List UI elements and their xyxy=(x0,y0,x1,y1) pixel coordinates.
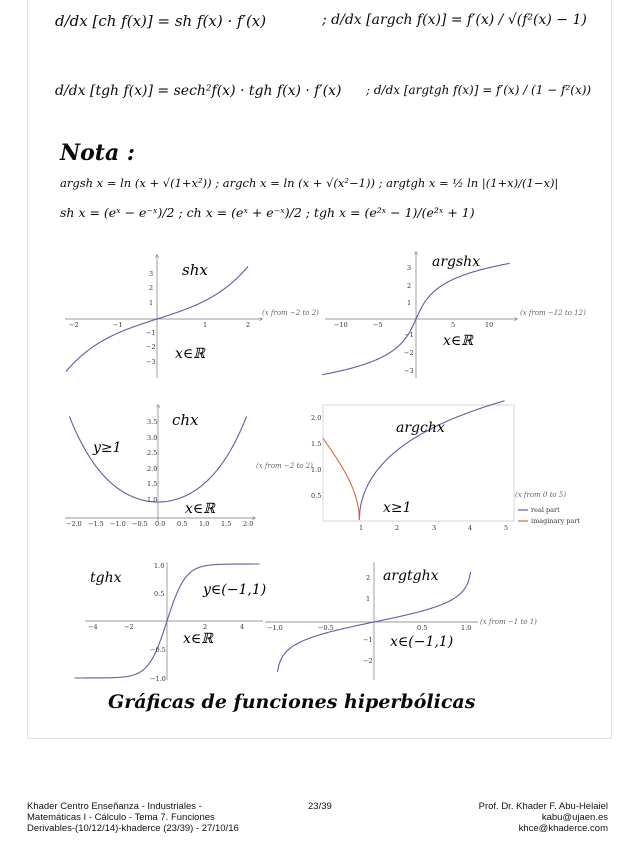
argch-ytick: 0.5 xyxy=(311,492,322,500)
argch-ytick: 1.5 xyxy=(311,440,322,448)
argsh-ytick: 2 xyxy=(407,282,412,290)
ch-xtick: −1.5 xyxy=(88,520,104,528)
footer-right-line3: khce@khaderce.com xyxy=(518,823,608,834)
argsh-ytick: −2 xyxy=(404,349,414,357)
footer-left-line1: Khader Centro Enseñanza - Industriales - xyxy=(27,801,202,812)
ch-xtick: 1.5 xyxy=(221,520,232,528)
ch-xtick: 0.0 xyxy=(155,520,166,528)
argsh-ytick: 1 xyxy=(407,299,412,307)
footer-left-line3: Derivables-(10/12/14)-khaderce (23/39) - 27/10/16 xyxy=(27,823,239,834)
sh-xtick: 2 xyxy=(246,321,251,329)
nota-title: Nota : xyxy=(60,140,135,166)
formula-row1-right: ; d/dx [argch f(x)] = f′(x) / √(f²(x) − 1) xyxy=(322,12,587,28)
ch-xtick: 2.0 xyxy=(243,520,254,528)
sh-domain: x∈ℝ xyxy=(175,346,205,362)
tgh-ytick: 1.0 xyxy=(154,562,165,570)
footer-right xyxy=(479,801,608,834)
sh-xtick: 1 xyxy=(203,321,208,329)
sh-xtick: −1 xyxy=(113,321,123,329)
argtgh-ytick: 2 xyxy=(366,574,371,582)
footer-right-line2: kabu@ujaen.es xyxy=(541,812,608,823)
sh-ytick: 3 xyxy=(149,270,154,278)
tgh-xtick: 4 xyxy=(240,623,245,631)
footer-center: 23/39 xyxy=(308,801,332,812)
argch-xtick: 5 xyxy=(504,524,509,532)
caption: Gráficas de funciones hiperbólicas xyxy=(108,691,476,713)
argtgh-xtick: −1.0 xyxy=(267,624,283,632)
tgh-ytick: −0.5 xyxy=(150,646,166,654)
ch-ytick: 3.5 xyxy=(147,418,158,426)
argtgh-ytick: −1 xyxy=(363,636,373,644)
argch-xtick: 3 xyxy=(432,524,437,532)
ch-ytick: 1.5 xyxy=(147,480,158,488)
ch-ytick: 3.0 xyxy=(147,434,158,442)
argtgh-ytick: 1 xyxy=(366,595,371,603)
sh-ytick: 2 xyxy=(149,284,154,292)
ch-label: chx xyxy=(172,411,199,429)
ch-ytick: 1.0 xyxy=(147,496,158,504)
argtgh-label: argtghx xyxy=(383,568,439,584)
footer-left-line2: Matemáticas I - Cálculo - Tema 7. Funciones xyxy=(27,812,215,823)
argch-ytick: 2.0 xyxy=(311,414,322,422)
argch-xtick: 1 xyxy=(359,524,364,532)
argch-xtick: 2 xyxy=(395,524,400,532)
argch-real-curve xyxy=(359,401,504,520)
argsh-ytick: 3 xyxy=(407,264,412,272)
argch-legend-real: real part xyxy=(531,506,560,514)
tgh-xtick: −2 xyxy=(124,623,134,631)
argsh-ytick: −1 xyxy=(404,331,414,339)
footer-left xyxy=(27,801,239,834)
argtgh-xtick: −0.5 xyxy=(318,624,334,632)
argtgh-xtick: 0.5 xyxy=(417,624,428,632)
argsh-ytick: −3 xyxy=(404,367,414,375)
argsh-xtick: 10 xyxy=(485,321,494,329)
argtgh-range-note: (x from −1 to 1) xyxy=(480,618,537,626)
ch-xtick: −1.0 xyxy=(110,520,126,528)
argsh-label: argshx xyxy=(432,254,481,270)
tgh-ytick: 0.5 xyxy=(154,590,165,598)
argsh-range-note: (x from −12 to 12) xyxy=(520,309,586,317)
argsh-xtick: −10 xyxy=(334,321,348,329)
plot-argch xyxy=(311,401,580,532)
tgh-ytick: −1.0 xyxy=(150,675,166,683)
ch-domain: x∈ℝ xyxy=(185,501,215,517)
argtgh-domain: x∈(−1,1) xyxy=(390,634,454,650)
nota-line2: sh x = (eˣ − e⁻ˣ)/2 ; ch x = (eˣ + e⁻ˣ)/2 ; tgh x = (e²ˣ − 1)/(e²ˣ + 1) xyxy=(60,205,475,220)
ch-xtick: −0.5 xyxy=(132,520,148,528)
formula-row1-left: d/dx [ch f(x)] = sh f(x) · f′(x) xyxy=(55,12,267,30)
ch-range-note: (x from −2 to 2) xyxy=(256,462,313,470)
ch-ytick: 2.0 xyxy=(147,465,158,473)
ch-cond: y≥1 xyxy=(93,440,122,456)
argsh-xtick: −5 xyxy=(373,321,383,329)
tgh-xtick: −4 xyxy=(88,623,98,631)
argch-xtick: 4 xyxy=(468,524,473,532)
argch-legend-imag: imaginary part xyxy=(531,517,581,525)
argch-range-note: (x from 0 to 5) xyxy=(515,491,567,499)
argsh-domain: x∈ℝ xyxy=(443,333,473,349)
ch-xtick: 0.5 xyxy=(177,520,188,528)
ch-xtick: 1.0 xyxy=(199,520,210,528)
argch-label: argchx xyxy=(396,420,445,436)
plot-sh xyxy=(65,255,319,378)
plot-tgh xyxy=(75,562,267,683)
tgh-cond: y∈(−1,1) xyxy=(203,582,267,598)
nota-line1: argsh x = ln (x + √(1+x²)) ; argch x = ln (x + √(x²−1)) ; argtgh x = ½ ln |(1+x)/(1−x)| xyxy=(60,176,559,190)
sh-label: shx xyxy=(182,261,208,279)
argch-imag-curve xyxy=(323,438,359,520)
tgh-domain: x∈ℝ xyxy=(183,631,213,647)
argtgh-ytick: −2 xyxy=(363,657,373,665)
plot-ch xyxy=(65,405,313,528)
ch-ytick: 2.5 xyxy=(147,449,158,457)
sh-ytick: −2 xyxy=(146,343,156,351)
ch-xtick: −2.0 xyxy=(66,520,82,528)
plot-argtgh xyxy=(265,562,537,680)
argtgh-xtick: 1.0 xyxy=(461,624,472,632)
sh-range-note: (x from −2 to 2) xyxy=(262,309,319,317)
footer-right-line1: Prof. Dr. Khader F. Abu-Helaiel xyxy=(478,801,608,812)
footer-page-number xyxy=(308,801,332,812)
sh-ytick: −3 xyxy=(146,358,156,366)
formula-row2-left: d/dx [tgh f(x)] = sech²f(x) · tgh f(x) · f′(x) xyxy=(55,83,342,99)
plot-argsh xyxy=(322,252,586,378)
formula-row2-right: ; d/dx [argtgh f(x)] = f′(x) / (1 − f²(x)) xyxy=(366,83,592,97)
argch-ytick: 1.0 xyxy=(311,466,322,474)
tgh-label: tghx xyxy=(90,570,122,586)
tgh-xtick: 2 xyxy=(203,623,208,631)
argch-domain: x≥1 xyxy=(383,500,412,516)
sh-ytick: −1 xyxy=(146,329,156,337)
argsh-xtick: 5 xyxy=(451,321,456,329)
sh-ytick: 1 xyxy=(149,299,154,307)
sh-xtick: −2 xyxy=(69,321,79,329)
